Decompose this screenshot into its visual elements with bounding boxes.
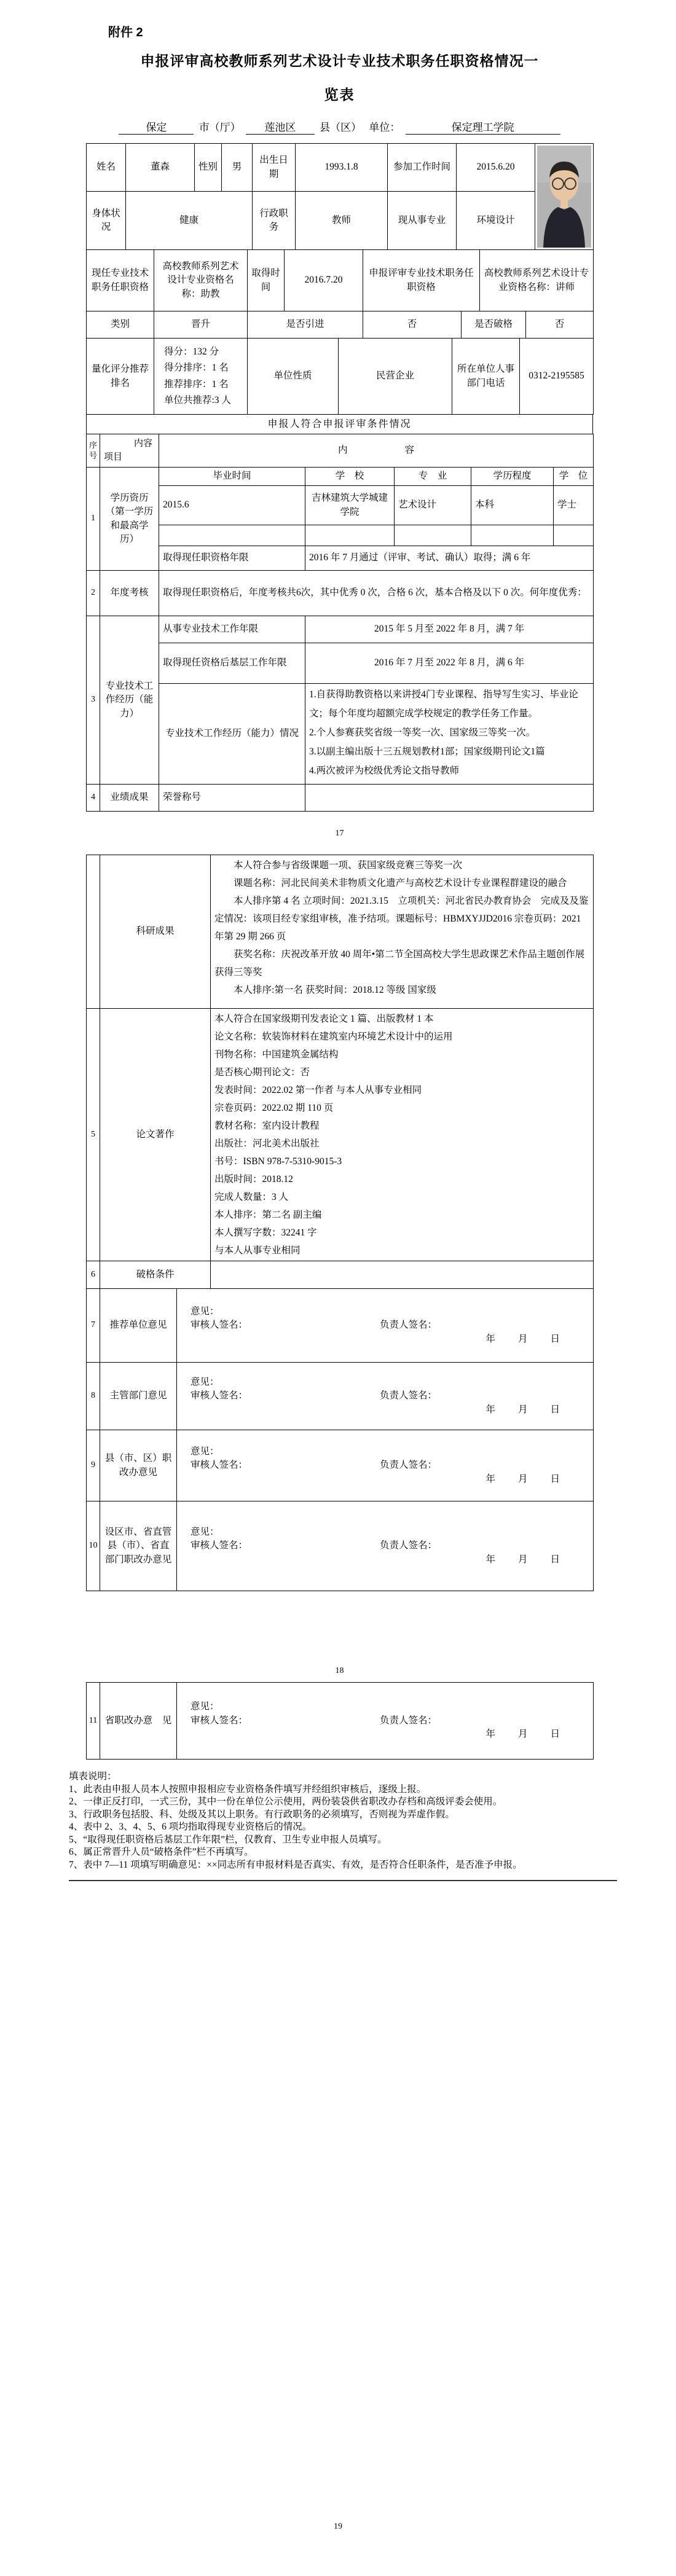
research-paragraph: 获奖名称：庆祝改革开放 40 周年•第二节全国高校大学生思政课艺术作品主题创作展获得三等奖 <box>214 949 585 977</box>
section-3-label: 专业技术工作经历（能力） <box>100 616 159 785</box>
city-suffix: 市（厅） <box>198 122 241 133</box>
opinion-9-content <box>177 1430 594 1501</box>
date-blanks: 年 月 日 <box>485 1333 562 1344</box>
edu-grad-date: 2015.6 <box>159 486 305 525</box>
experience-item: 1.自获得助教资格以来讲授4门专业课程、指导写生实习、毕业论文；每个年度均超额完成学校规定的教学任务工作量。 <box>309 689 578 719</box>
name-value: 董森 <box>126 144 195 192</box>
reviewer-sign-label: 审核人签名： <box>191 1460 248 1471</box>
experience-detail-label: 专业技术工作经历（能力）情况 <box>159 684 305 785</box>
item-header-bottom: 项目 <box>104 452 123 462</box>
experience-detail-content <box>305 684 594 785</box>
form-notes <box>69 1771 617 1871</box>
city-field: 保定 <box>119 119 194 135</box>
name-label: 姓名 <box>87 144 126 192</box>
edu-empty-major <box>395 525 471 546</box>
unit-label: 单位： <box>369 122 401 133</box>
opinion-8-content <box>177 1363 594 1430</box>
base-years-value: 2016 年 7 月至 2022 年 8 月，满 6 年 <box>305 643 594 684</box>
opinion-10-content <box>177 1501 594 1591</box>
papers-line: 本人符合在国家级期刊发表论文 1 篇、出版教材 1 本 <box>214 1014 434 1024</box>
location-line <box>86 119 593 135</box>
page-title-line2: 览表 <box>324 87 355 103</box>
recommend-rank: 推荐排序：1 名 <box>164 378 229 390</box>
edu-header-grad: 毕业时间 <box>159 468 305 486</box>
opinion-11-label: 省职改办意 见 <box>100 1683 177 1760</box>
current-qual-label: 现任专业技术职务任职资格 <box>87 250 154 311</box>
section-4-label: 业绩成果 <box>100 785 159 812</box>
opinion-text-label: 意见： <box>191 1376 219 1387</box>
section-1-number: 1 <box>87 468 100 571</box>
papers-line: 刊物名称：中国建筑金属结构 <box>214 1049 339 1060</box>
section-9-number: 9 <box>87 1430 100 1501</box>
reviewer-sign-label: 审核人签名： <box>191 1390 248 1401</box>
section-2-number: 2 <box>87 571 100 616</box>
apply-qual-label: 申报评审专业技术职务任职资格 <box>363 250 480 311</box>
date-blanks: 年 月 日 <box>485 1729 561 1740</box>
research-paragraph: 本人排序:第一名 获奖时间：2018.12 等级 国家级 <box>234 985 436 995</box>
papers-line: 本人排序：第二名 副主编 <box>214 1210 322 1220</box>
score-rank: 得分排序：1 名 <box>164 362 229 374</box>
score-label: 量化评分推荐排名 <box>87 339 154 415</box>
honor-label: 荣誉称号 <box>159 785 305 812</box>
responsible-sign-label: 负责人签名： <box>380 1390 438 1401</box>
join-label: 参加工作时间 <box>388 144 457 192</box>
papers-line: 书号：ISBN 978-7-5310-9015-3 <box>214 1156 342 1167</box>
edu-major: 艺术设计 <box>395 486 471 525</box>
score-table <box>86 338 594 415</box>
section-4-number: 4 <box>87 785 100 812</box>
research-content <box>211 855 594 1009</box>
edu-empty-degree-level <box>471 525 554 546</box>
opinion-text-label: 意见： <box>191 1306 219 1317</box>
section-11-number: 11 <box>87 1683 100 1760</box>
work-years-label: 从事专业技术工作年限 <box>159 616 305 643</box>
edu-empty-grad <box>159 525 305 546</box>
date-blanks: 年 月 日 <box>485 1554 562 1565</box>
edu-empty-degree <box>554 525 594 546</box>
banner-table <box>86 414 593 434</box>
page-number-17: 17 <box>335 829 344 838</box>
introduce-value: 否 <box>363 311 462 339</box>
exception-label: 是否破格 <box>462 311 526 339</box>
edu-degree-level: 本科 <box>471 486 554 525</box>
unit-type-value: 民营企业 <box>339 339 452 415</box>
profession-label: 现从事专业 <box>388 192 457 250</box>
notes-title: 填表说明： <box>69 1771 117 1782</box>
sections-table <box>86 434 594 812</box>
note-item: 3、行政职务包括股、科、处级及其以上职务。有行政职务的必须填写，否则视为弄虚作假。 <box>69 1809 455 1820</box>
edu-header-school: 学 校 <box>305 468 395 486</box>
papers-content <box>211 1009 594 1261</box>
papers-line: 与本人从事专业相同 <box>214 1245 301 1256</box>
exception-value: 否 <box>526 311 594 339</box>
responsible-sign-label: 负责人签名： <box>380 1540 438 1551</box>
profession-value: 环境设计 <box>457 192 535 250</box>
admin-title-value: 教师 <box>296 192 388 250</box>
reviewer-sign-label: 审核人签名： <box>191 1715 248 1726</box>
score-total: 得分：132 分 <box>164 346 219 357</box>
papers-line: 发表时间：2022.02 第一作者 与本人从事专业相同 <box>214 1085 422 1095</box>
papers-line: 宗卷页码：2022.02 期 110 页 <box>214 1103 334 1113</box>
note-item: 7、表中 7—11 项填写明确意见：××同志所有申报材料是否真实、有效，是否符合任职条件，是否准予申报。 <box>69 1859 522 1870</box>
edu-degree: 学士 <box>554 486 594 525</box>
opinion-7-content <box>177 1289 594 1363</box>
research-paragraph: 本人符合参与省级课题一项、获国家级竞赛三等奖一次 <box>234 860 463 871</box>
current-qual-value: 高校教师系列艺术设计专业资格名称：助教 <box>154 250 248 311</box>
research-seq-empty <box>87 855 100 1009</box>
opinion-7-label: 推荐单位意见 <box>100 1289 177 1363</box>
section-1-label: 学历资历（第一学历和最高学历） <box>100 468 159 571</box>
applicant-photo <box>535 144 594 250</box>
county-field: 莲池区 <box>246 119 315 135</box>
responsible-sign-label: 负责人签名： <box>380 1715 438 1726</box>
papers-line: 本人撰写字数：32241 字 <box>214 1227 317 1238</box>
research-paragraph: 课题名称：河北民间美术非物质文化遗产与高校艺术设计专业课程群建设的融合 <box>234 878 567 888</box>
apply-qual-value: 高校教师系列艺术设计专业资格名称：讲师 <box>480 250 594 311</box>
unit-field: 保定理工学院 <box>406 119 560 135</box>
obtain-date-label: 取得时间 <box>248 250 285 311</box>
health-value: 健康 <box>126 192 253 250</box>
note-item: 5、“取得现任职资格后基层工作年限”栏，仅教育、卫生专业申报人员填写。 <box>69 1834 387 1845</box>
section-6-number: 6 <box>87 1261 100 1289</box>
research-paragraph: 本人排序第 4 名 立项时间：2021.3.15 立项机关：河北省民办教育协会 完成及及鉴定情况：该项目经专家组审核，准予结项。课题标号：HBMXYJJD2016 宗卷页码：2021 年第 29 期 266 页 <box>214 896 589 942</box>
section-7-number: 7 <box>87 1289 100 1363</box>
section-2-label: 年度考核 <box>100 571 159 616</box>
conditions-banner: 申报人符合申报评审条件情况 <box>87 415 593 434</box>
experience-item: 2.个人参赛获奖省级一等奖一次、国家级三等奖一次。 <box>309 727 536 738</box>
category-value: 晋升 <box>154 311 248 339</box>
date-blanks: 年 月 日 <box>485 1404 562 1415</box>
papers-line: 是否核心期刊论文：否 <box>214 1067 310 1078</box>
sections-table-3 <box>86 1682 594 1760</box>
assessment-content: 取得现任职资格后，年度考核共6次，其中优秀 0 次，合格 6 次，基本合格及以下 0 次。何年度优秀： <box>159 571 594 616</box>
page-title: 申报评审高校教师系列艺术设计专业技术职务任职资格情况一 <box>140 53 539 69</box>
edu-header-degree-level: 学历程度 <box>471 468 554 486</box>
exception-row-content <box>211 1261 594 1289</box>
birth-label: 出生日期 <box>253 144 296 192</box>
sections-table-2 <box>86 855 594 1591</box>
opinion-text-label: 意见： <box>191 1701 219 1712</box>
opinion-text-label: 意见： <box>191 1526 219 1537</box>
item-column-header <box>100 434 159 468</box>
section-8-number: 8 <box>87 1363 100 1430</box>
opinion-10-label: 设区市、省直管县（市）、省直部门职改办意见 <box>100 1501 177 1591</box>
edu-header-degree: 学 位 <box>554 468 594 486</box>
edu-tenure-value: 2016 年 7 月通过（评审、考试、确认）取得；满 6 年 <box>305 546 594 571</box>
health-label: 身体状况 <box>87 192 126 250</box>
experience-item: 4.两次被评为校级优秀论文指导教师 <box>309 765 460 776</box>
applicant-photo-image <box>537 146 591 248</box>
edu-header-major: 专 业 <box>395 468 471 486</box>
note-item: 6、属正常晋升人员“破格条件”栏不再填写。 <box>69 1847 254 1857</box>
papers-line: 论文名称：软装饰材料在建筑室内环境艺术设计中的运用 <box>214 1032 453 1042</box>
exception-row-label: 破格条件 <box>100 1261 211 1289</box>
unit-recommend-count: 单位共推荐:3 人 <box>164 394 231 405</box>
reviewer-sign-label: 审核人签名： <box>191 1320 248 1331</box>
obtain-date-value: 2016.7.20 <box>285 250 363 311</box>
section-5-number: 5 <box>87 1009 100 1261</box>
base-years-label: 取得现任资格后基层工作年限 <box>159 643 305 684</box>
edu-tenure-label: 取得现任职资格年限 <box>159 546 305 571</box>
papers-line: 完成人数量：3 人 <box>214 1192 289 1202</box>
hr-phone-label: 所在单位人事部门电话 <box>452 339 520 415</box>
page-number-18: 18 <box>335 1666 344 1675</box>
section-3-number: 3 <box>87 616 100 785</box>
papers-label: 论文著作 <box>100 1009 211 1261</box>
date-blanks: 年 月 日 <box>485 1473 562 1484</box>
edu-empty-school <box>305 525 395 546</box>
page-number-19: 19 <box>334 2522 342 2531</box>
attachment-label: 附件 2 <box>108 26 143 39</box>
seq-column-header: 序号 <box>87 434 100 468</box>
section-10-number: 10 <box>87 1501 100 1591</box>
gender-value: 男 <box>222 144 253 192</box>
papers-line: 出版社：河北美术出版社 <box>214 1138 320 1149</box>
experience-item: 3.以副主编出版十三五规划教材1部；国家级期刊论文1篇 <box>309 746 545 757</box>
opinion-9-label: 县（市、区）职改办意见 <box>100 1430 177 1501</box>
item-header-top: 内容 <box>133 438 152 448</box>
qualification-table <box>86 249 594 311</box>
note-item: 4、表中 2、3、4、5、6 项均指取得现专业资格后的情况。 <box>69 1822 312 1832</box>
edu-school: 吉林建筑大学城建学院 <box>305 486 395 525</box>
category-label: 类别 <box>87 311 154 339</box>
note-item: 1、此表由申报人员本人按照申报相应专业资格条件填写并经组织审核后，逐级上报。 <box>69 1783 426 1795</box>
join-value: 2015.6.20 <box>457 144 535 192</box>
work-years-value: 2015 年 5 月至 2022 年 8 月，满 7 年 <box>305 616 594 643</box>
birth-value: 1993.1.8 <box>296 144 388 192</box>
score-values <box>154 339 248 415</box>
county-suffix: 县（区） <box>320 122 362 133</box>
papers-line: 教材名称：室内设计教程 <box>214 1121 320 1131</box>
introduce-label: 是否引进 <box>248 311 363 339</box>
research-label: 科研成果 <box>100 855 211 1009</box>
notes-divider <box>69 1880 617 1881</box>
admin-title-label: 行政职务 <box>253 192 296 250</box>
unit-type-label: 单位性质 <box>248 339 339 415</box>
reviewer-sign-label: 审核人签名： <box>191 1540 248 1551</box>
opinion-11-content <box>177 1683 594 1760</box>
opinion-text-label: 意见： <box>191 1446 219 1457</box>
category-table <box>86 311 594 339</box>
opinion-8-label: 主管部门意见 <box>100 1363 177 1430</box>
basic-info-table <box>86 143 594 250</box>
gender-label: 性别 <box>195 144 222 192</box>
honor-value <box>305 785 594 812</box>
note-item: 2、一律正反打印，一式三份，其中一份在单位公示使用，两份装袋供省职改办存档和高级评委会使用。 <box>69 1796 503 1807</box>
responsible-sign-label: 负责人签名： <box>380 1460 438 1471</box>
papers-line: 出版时间：2018.12 <box>214 1174 293 1184</box>
hr-phone-value: 0312-2195585 <box>520 339 594 415</box>
responsible-sign-label: 负责人签名： <box>380 1320 438 1331</box>
content-column-header: 内 容 <box>159 434 594 468</box>
